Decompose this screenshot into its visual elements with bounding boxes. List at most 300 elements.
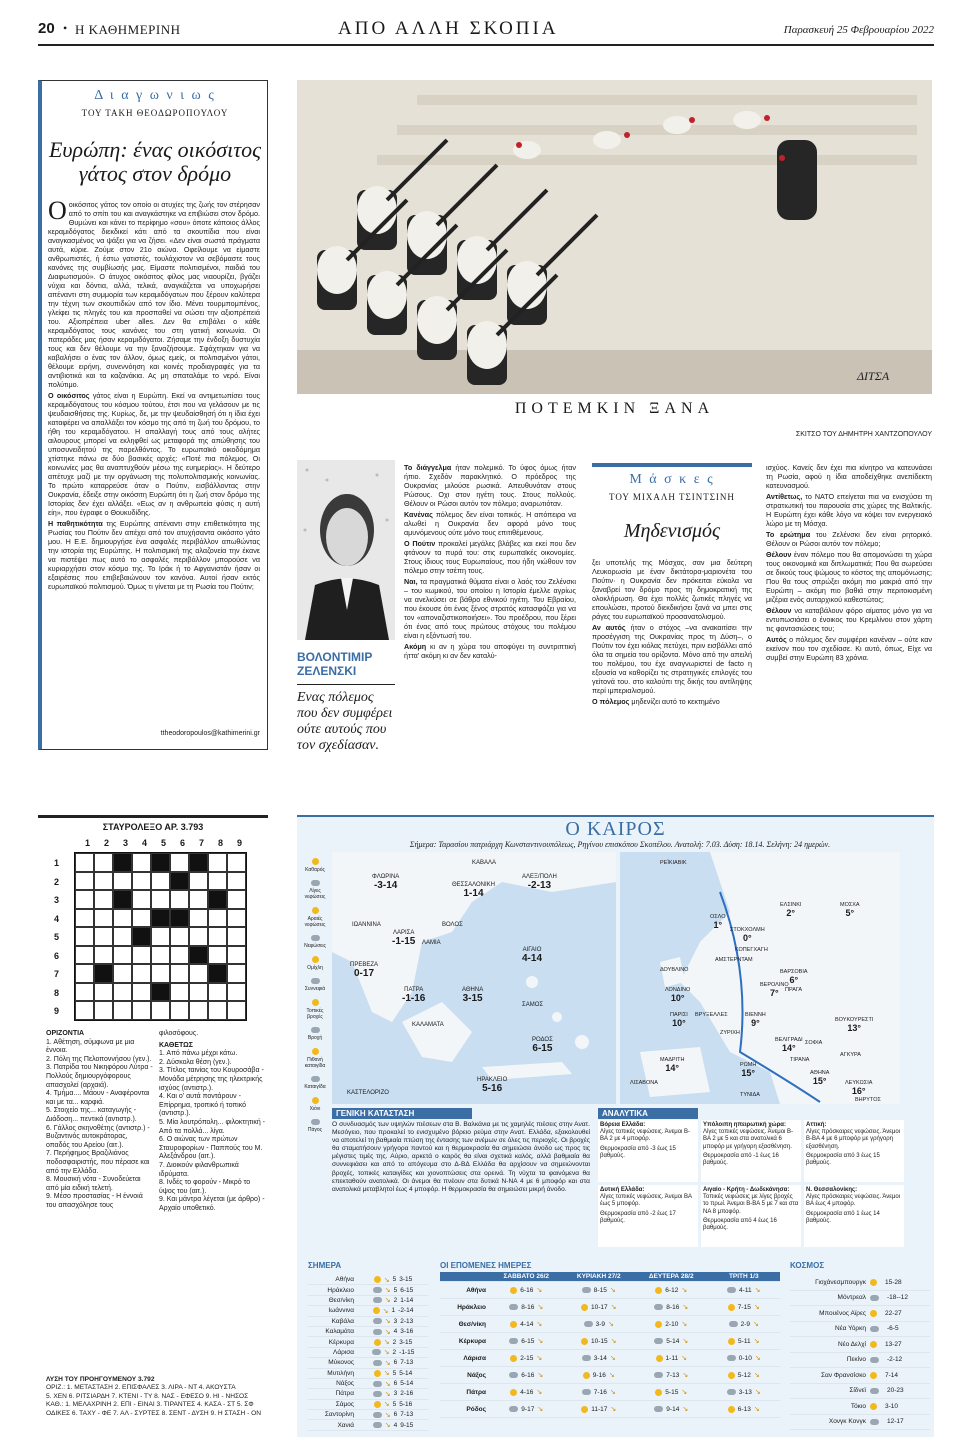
grid-cell[interactable] xyxy=(170,946,189,965)
grid-row-number: 9 xyxy=(54,1006,60,1016)
legend-item xyxy=(300,880,330,900)
greece-map[interactable] xyxy=(332,852,616,1104)
grid-cell[interactable] xyxy=(132,1001,151,1020)
grid-cell[interactable] xyxy=(189,964,208,983)
grid-cell[interactable] xyxy=(132,853,151,872)
wind-arrow-icon: ↘ xyxy=(537,1406,544,1414)
today-values xyxy=(358,1317,428,1325)
cartoon-signature: ΔΙΤΣΑ xyxy=(857,369,890,383)
wind-force: 3 xyxy=(393,1390,398,1398)
grid-cell[interactable] xyxy=(113,909,132,928)
header-rule xyxy=(38,44,934,46)
grid-cell[interactable] xyxy=(170,1001,189,1020)
today-temp: 5-14 xyxy=(399,1369,413,1377)
grid-row-number: 7 xyxy=(54,969,60,979)
weather-icon xyxy=(655,1321,662,1328)
map-city[interactable] xyxy=(730,927,765,943)
today-city: Σάμος xyxy=(335,1400,354,1408)
world-row xyxy=(790,1306,930,1322)
map-city-name: ΛΙΣΑΒΟΝΑ xyxy=(630,1080,658,1086)
grid-cell[interactable] xyxy=(189,872,208,891)
map-city[interactable] xyxy=(840,902,860,918)
crossword-grid[interactable] xyxy=(74,852,247,1021)
next-temp: 6-16 xyxy=(521,1371,535,1379)
grid-cell[interactable] xyxy=(151,946,170,965)
weather-icon xyxy=(870,1295,879,1301)
grid-cell[interactable] xyxy=(189,853,208,872)
grid-cell[interactable] xyxy=(227,890,246,909)
analytic-temp: Θερμοκρασία από -3 έως 15 βαθμούς. xyxy=(600,1145,676,1159)
wind-arrow-icon: ↘ xyxy=(754,1389,761,1397)
map-city-temp: 2° xyxy=(786,908,796,918)
map-city[interactable] xyxy=(810,1070,829,1086)
grid-cell[interactable] xyxy=(189,927,208,946)
weather-symbol-icon xyxy=(311,880,320,886)
paragraph: Το ερώτημα του Ζελένσκι δεν είναι ρητορικό. Θέλουν οι Ρώσοι αυτόν τον πόλεμο; xyxy=(766,530,933,548)
section-title: ΑΠΟ ΑΛΛΗ ΣΚΟΠΙΑ xyxy=(338,18,559,39)
day-label: ΚΥΡΙΑΚΗ 27/2 xyxy=(576,1273,621,1281)
grid-cell[interactable] xyxy=(227,1001,246,1020)
weather-icon xyxy=(728,1338,735,1345)
weather-icon xyxy=(728,1372,735,1379)
weather-icon xyxy=(373,1307,380,1314)
map-city-name: ΜΟΣΧΑ xyxy=(840,902,860,908)
map-city[interactable] xyxy=(452,882,495,899)
grid-cell[interactable] xyxy=(94,872,113,891)
next-temp: 4-14 xyxy=(520,1320,534,1328)
across-clue: 9. Μέσο προστασίας - Η έννοιά του απασχόλησε τους φιλοσόφους. xyxy=(46,1030,199,1209)
grid-cell[interactable] xyxy=(75,853,94,872)
grid-cell[interactable] xyxy=(170,872,189,891)
paragraph: Αν αυτός ήταν ο στόχος –να ανακαιτίσει την προσέγγιση της Ουκρανίας προς τη Δύση–, ο Πούτιν τον έχει κιόλας πετύχει, πριν εισβάλλει από όλα τα σημεία του ορίζοντα. Μόνο από την απειλή του πολέμου, του έχε αναγνωριστεί de facto η εξουσία να καθορίζει τις στρατηγικές επιλογές του γείτονά του. στο καλούπι της δικής του αντίληψης περί ιμπεριαλισμού. xyxy=(592,623,753,695)
world-city: Νέα Υόρκη xyxy=(835,1325,866,1333)
map-city[interactable] xyxy=(735,947,768,953)
grid-cell[interactable] xyxy=(113,872,132,891)
grid-cell[interactable] xyxy=(227,872,246,891)
grid-cell[interactable] xyxy=(151,983,170,1002)
page-number: 20 xyxy=(38,20,55,37)
weather-icon xyxy=(655,1287,662,1294)
wind-force: 2 xyxy=(392,1348,397,1356)
map-city[interactable] xyxy=(522,1002,543,1008)
grid-cell[interactable] xyxy=(170,964,189,983)
map-city[interactable] xyxy=(392,930,415,947)
weather-icon xyxy=(509,1304,518,1310)
grid-cell[interactable] xyxy=(113,927,132,946)
map-city[interactable] xyxy=(422,940,441,946)
map-city[interactable] xyxy=(522,947,542,964)
next-temp: 7-15 xyxy=(737,1303,751,1311)
analytic-block xyxy=(701,1120,801,1182)
grid-cell[interactable] xyxy=(170,927,189,946)
map-city[interactable] xyxy=(720,1030,740,1036)
map-city[interactable] xyxy=(412,1022,444,1028)
grid-cell[interactable] xyxy=(189,1001,208,1020)
map-city-temp: 6-15 xyxy=(532,1043,553,1054)
today-values xyxy=(358,1411,428,1419)
weather-symbol-icon xyxy=(311,1119,320,1125)
map-city[interactable] xyxy=(835,1017,873,1033)
wind-arrow-icon: ↘ xyxy=(537,1372,544,1380)
grid-cell[interactable] xyxy=(151,872,170,891)
map-city[interactable] xyxy=(352,922,381,928)
weather-icon xyxy=(373,1329,382,1335)
today-city: Ηράκλειο xyxy=(327,1286,354,1294)
map-city-name: ΚΟΠΕΓΧΑΓΗ xyxy=(735,947,768,953)
map-city-temp: 9° xyxy=(751,1018,760,1028)
legend-label: Πιθανή καταιγίδα xyxy=(304,1057,326,1069)
map-city[interactable] xyxy=(532,1037,553,1054)
weather-icon xyxy=(581,1304,588,1311)
grid-cell[interactable] xyxy=(75,890,94,909)
grid-cell[interactable] xyxy=(208,909,227,928)
grid-cell[interactable] xyxy=(208,946,227,965)
legend-item xyxy=(300,907,330,928)
grid-cell[interactable] xyxy=(189,946,208,965)
analytic-block xyxy=(598,1120,698,1182)
grid-cell[interactable] xyxy=(132,927,151,946)
weather-icon xyxy=(373,1287,382,1293)
map-city[interactable] xyxy=(472,860,496,866)
grid-cell[interactable] xyxy=(132,872,151,891)
grid-cell[interactable] xyxy=(94,927,113,946)
world-row xyxy=(790,1415,930,1431)
map-city[interactable] xyxy=(855,1097,881,1103)
grid-cell[interactable] xyxy=(208,872,227,891)
wind-arrow-icon: ↘ xyxy=(608,1321,614,1329)
next-value xyxy=(563,1320,636,1328)
paragraph: Ναι, τα πραγματικά θύματα είναι ο λαός του Ζελένσκι – του κωμικού, του οποίου η Ιστορία έμελλε αγρίως να ανελκύσει σε βάθρο εθνικού ηγέτη. Του Εβραίου, που έκουσε ότι ένας ξένος στρατός κατασφάζει για να τον «αποναζιστικοποιήσει». Του προέδρου, που ξέρει ότι ένας από τους πρώτους στόχους του πολέμου είναι η εξόντωσή του. xyxy=(404,577,577,640)
map-city[interactable] xyxy=(710,914,726,930)
today-city: Σαντορίνη xyxy=(324,1411,354,1419)
diagonios-body xyxy=(48,196,261,593)
wind-arrow-icon: ↘ xyxy=(609,1287,616,1295)
grid-cell[interactable] xyxy=(189,983,208,1002)
grid-cell[interactable] xyxy=(227,927,246,946)
grid-cell[interactable] xyxy=(151,964,170,983)
down-clues xyxy=(159,1050,266,1213)
wind-arrow-icon: ↘ xyxy=(610,1338,617,1346)
grid-cell[interactable] xyxy=(113,983,132,1002)
wind-arrow-icon: ↘ xyxy=(754,1355,761,1363)
analytic-block xyxy=(598,1185,698,1247)
grid-cell[interactable] xyxy=(189,909,208,928)
grid-col-number: 2 xyxy=(103,838,109,848)
down-clue: 1. Από πάνω μέχρι κάτω. xyxy=(159,1050,238,1058)
cartoon xyxy=(297,80,932,394)
map-city-name: ΠΡΑΓΑ xyxy=(785,987,803,993)
map-city[interactable] xyxy=(347,1090,389,1096)
next-value xyxy=(635,1388,708,1396)
analytic-block xyxy=(804,1120,904,1182)
next-city: Πάτρα xyxy=(466,1388,486,1396)
today-temp: 5-16 xyxy=(399,1400,413,1408)
grid-cell[interactable] xyxy=(132,983,151,1002)
wind-arrow-icon: ↘ xyxy=(753,1406,760,1414)
wind-arrow-icon: ↘ xyxy=(537,1304,544,1312)
weather-symbol-icon xyxy=(312,1048,319,1055)
next-temp: 2-9 xyxy=(740,1320,751,1328)
weather-icon xyxy=(584,1321,593,1327)
grid-cell[interactable] xyxy=(151,853,170,872)
weather-icon xyxy=(510,1321,517,1328)
bullet: • xyxy=(63,21,68,35)
analytic-block xyxy=(804,1185,904,1247)
map-city[interactable] xyxy=(402,987,425,1004)
map-city-name: ΒΟΛΟΣ xyxy=(442,922,463,928)
map-city[interactable] xyxy=(785,987,802,993)
next-value xyxy=(635,1337,708,1345)
map-city[interactable] xyxy=(350,962,378,979)
weather-icon xyxy=(870,1357,879,1363)
maskes-body xyxy=(592,558,752,708)
today-row xyxy=(308,1369,428,1379)
map-city[interactable] xyxy=(660,1057,684,1073)
map-city-temp: 7° xyxy=(770,988,779,998)
grid-cell[interactable] xyxy=(75,983,94,1002)
grid-cell[interactable] xyxy=(170,890,189,909)
map-city[interactable] xyxy=(442,922,463,928)
map-city[interactable] xyxy=(805,1040,822,1046)
grid-cell[interactable] xyxy=(208,927,227,946)
drop-cap: O xyxy=(48,196,67,225)
wind-arrow-icon: ↘ xyxy=(681,1389,688,1397)
across-clue: 4. Τμήμα.... Μάουν - Αναφέρονται και με τα... καρφιά. xyxy=(46,1090,150,1106)
next-value xyxy=(635,1320,708,1328)
world-city: Νέο Δελχί xyxy=(838,1340,866,1348)
world-temp: 20-23 xyxy=(887,1387,904,1395)
map-city[interactable] xyxy=(740,1062,756,1078)
map-city[interactable] xyxy=(745,1012,766,1028)
wind-arrow-icon: ↘ xyxy=(753,1338,760,1346)
paragraph: Ο οικόσιτος γάτος είναι η Ευρώπη. Εκεί να αντιμετωπίσει τους κεραμιδόγατους του κόσμου τούτου, έτσι που να γελάσουν με τις ψευδαισθήσεις της. Κυρίως, δε, με την ψευδαίσθησή ότι η ίδια έχει καταφέρει να απαλλάξει τον κόσμο της από τη ζωή του δρόμου, το ήθη του κεραμιδόγατου. Η απαλλαγή τους από τους αλήτες αιλουρους μπορεί να εκληφθεί ως μεταφορά της απώθησης του υποσυνειδητού της παρελθόντος. Το ευρωπαϊκό οικοδόμημα χτίστηκε πάνω σε δύο βασικές αρχές: «Ποτέ πια πόλεμος. Οι κοινωνίες μας θα αναπτυχθούν μέσω της ευημερίας». Η δεύτερο απέτυχε μαζί με την οργάνωση της πολυπολιτισμικής κοινωνίας. Το πρώτο καταρρεύσε όταν ο Πούτιν, εισβάλλοντας στην Ουκρανία, έδειξε στην οικόσιτη Ευρώπη ότι η ζωή στον δρόμο της Ιστορίας δεν έχει αλλάξει. «Εως αν η ανθρωπεία φύσις η αυτή είη», που έγραφε ο Θουκυδίδης. xyxy=(48,391,260,517)
map-city[interactable] xyxy=(790,1057,809,1063)
map-city[interactable] xyxy=(372,874,399,891)
map-city-name: ΠΑΡΙΣΙ xyxy=(670,1012,688,1018)
map-city[interactable] xyxy=(695,1012,728,1018)
grid-cell[interactable] xyxy=(227,909,246,928)
next-temp: 4-16 xyxy=(520,1388,534,1396)
map-city[interactable] xyxy=(665,987,690,1003)
crossword-col-numbers xyxy=(78,838,258,848)
grid-cell[interactable] xyxy=(75,872,94,891)
title-line-2: γάτος στον δρόμο xyxy=(78,161,232,186)
weather-icon xyxy=(727,1287,736,1293)
today-values xyxy=(358,1328,428,1336)
grid-row-number: 4 xyxy=(54,913,60,924)
grid-cell[interactable] xyxy=(170,909,189,928)
grid-cell[interactable] xyxy=(94,946,113,965)
grid-cell[interactable] xyxy=(132,964,151,983)
today-values xyxy=(358,1369,428,1377)
map-city-temp: 5-16 xyxy=(482,1083,503,1094)
world-city: Σίδνεϊ xyxy=(849,1387,866,1395)
analytic-heading: ΑΝΑΛΥΤΙΚΑ xyxy=(598,1108,698,1119)
today-city: Κέρκυρα xyxy=(328,1338,354,1346)
weather-icon xyxy=(374,1276,381,1283)
map-city[interactable] xyxy=(522,874,557,891)
grid-cell[interactable] xyxy=(227,853,246,872)
across-clue: 8. Μουσική νότα - Συνοδεύεται από μία ειδική τελετή. xyxy=(46,1176,141,1192)
analytic-region: Υπόλοιπη ηπειρωτική χώρα: xyxy=(703,1122,786,1128)
weather-icon xyxy=(728,1406,735,1413)
weather-icon xyxy=(374,1370,381,1377)
across-clue: 2. Πόλη της Πελοποννήσου (γεν.). xyxy=(46,1055,152,1063)
grid-cell[interactable] xyxy=(75,964,94,983)
next-temp: 3-14 xyxy=(593,1354,607,1362)
paragraph: Αντίθετως, το ΝΑΤΟ επείγεται πια να ενισχύσει τη στρατιωτική του παρουσία στις χώρες της Βαλτικής. Η Ευρώπη έχει κάθε λόγο να κόψει τον ενεργειακό λώρο με τη Μόσχα. xyxy=(766,492,932,528)
grid-cell[interactable] xyxy=(113,1001,132,1020)
grid-cell[interactable] xyxy=(208,1001,227,1020)
weather-icon xyxy=(655,1389,662,1396)
grid-cell[interactable] xyxy=(132,946,151,965)
grid-cell[interactable] xyxy=(170,853,189,872)
map-city[interactable] xyxy=(775,1037,803,1053)
map-city-name: ΑΛΕΞ/ΠΟΛΗ xyxy=(522,874,557,880)
map-city-name: ΒΕΛΙΓΡΑΔΙ xyxy=(775,1037,803,1043)
paragraph: Θέλουν να καταβάλουν φόρο αίματος μόνο για να εντυπωσιάσει ο ένοικος του Κρεμλίνου στον χάρτη τις φαντασιώσεις του; xyxy=(766,606,932,633)
map-city-name: ΛΑΡΙΣΑ xyxy=(392,930,415,936)
map-city-temp: 5° xyxy=(845,908,855,918)
grid-cell[interactable] xyxy=(227,946,246,965)
next-row xyxy=(440,1333,780,1350)
grid-cell[interactable] xyxy=(189,890,208,909)
map-city[interactable] xyxy=(670,1012,688,1028)
today-temp: 3-15 xyxy=(399,1276,413,1284)
grid-cell[interactable] xyxy=(94,890,113,909)
grid-cell[interactable] xyxy=(151,890,170,909)
weather-symbol-icon xyxy=(311,1027,320,1033)
grid-row-number: 8 xyxy=(54,987,60,998)
down-clue: 2. Δύσκολα θέση (γεν.). xyxy=(159,1058,232,1066)
grid-cell[interactable] xyxy=(75,1001,94,1020)
map-city[interactable] xyxy=(740,1092,760,1098)
wind-arrow-icon: ↘ xyxy=(384,1287,391,1295)
grid-cell[interactable] xyxy=(113,890,132,909)
wind-force: 5 xyxy=(392,1369,397,1377)
grid-col-number: 6 xyxy=(179,838,185,848)
legend-item xyxy=(300,1027,330,1041)
map-city[interactable] xyxy=(477,1077,507,1094)
grid-cell[interactable] xyxy=(113,853,132,872)
today-row xyxy=(308,1317,428,1327)
grid-cell[interactable] xyxy=(94,964,113,983)
day-label: ΣΑΒΒΑΤΟ 26/2 xyxy=(503,1273,549,1281)
grid-cell[interactable] xyxy=(208,853,227,872)
grid-cell[interactable] xyxy=(151,927,170,946)
wind-arrow-icon: ↘ xyxy=(384,1422,391,1430)
grid-cell[interactable] xyxy=(208,964,227,983)
grid-cell[interactable] xyxy=(75,909,94,928)
map-city-name: ΚΑΒΑΛΑ xyxy=(472,860,497,866)
legend-label: Πάγος xyxy=(307,1127,323,1133)
map-city[interactable] xyxy=(715,957,753,963)
map-city[interactable] xyxy=(462,987,483,1004)
grid-cell[interactable] xyxy=(75,927,94,946)
grid-cell[interactable] xyxy=(170,983,189,1002)
weather-symbol-icon xyxy=(312,956,319,963)
next-value xyxy=(708,1303,781,1311)
today-row xyxy=(308,1348,428,1358)
today-city: Χανιά xyxy=(337,1421,354,1429)
grid-cell[interactable] xyxy=(94,909,113,928)
map-city-name: ΒΗΡΥΤΟΣ xyxy=(855,1097,881,1103)
grid-cell[interactable] xyxy=(94,983,113,1002)
grid-cell[interactable] xyxy=(132,890,151,909)
today-row xyxy=(308,1296,428,1306)
grid-col-number: 4 xyxy=(141,838,147,848)
next-value xyxy=(563,1388,636,1396)
map-city[interactable] xyxy=(780,902,801,918)
grid-cell[interactable] xyxy=(227,964,246,983)
analytic-temp: Θερμοκρασία από 1 έως 14 βαθμούς. xyxy=(806,1210,880,1224)
next-city: Ηράκλειο xyxy=(457,1303,486,1311)
paragraph: Ακόμη κι αν η χώρα του αποφύγει τη συντριπτική ήττα' ακόμη κι αν δεν καταλύ- xyxy=(404,642,577,660)
today-city: Μύκονος xyxy=(328,1359,354,1367)
next-city: Νάξος xyxy=(467,1371,486,1379)
paragraph: ξει υποτελής της Μόσχας, σαν μια δεύτερη Λευκορωσία με έναν δικτάτορα-μαριονέτα του Πούτιν· η Ουκρανία δεν πρόκειται εύκολα να ξαναβρεί τον δρόμο προς τη δημοκρατική της ολοκλήρωση. Θα έχει πολλές ζωτικές πληγές να επουλώσει, προτού διεκδικήσει ξανά να μπει στις ράγες του ευρωπαϊκού προσανατολισμού. xyxy=(592,558,752,621)
map-city-temp: 10° xyxy=(670,993,685,1003)
analytic-block xyxy=(701,1185,801,1247)
grid-cell[interactable] xyxy=(208,890,227,909)
map-city-temp: 15° xyxy=(741,1068,755,1078)
next-value xyxy=(563,1405,636,1413)
grid-cell[interactable] xyxy=(94,853,113,872)
weather-symbol-icon xyxy=(311,935,320,941)
grid-cell[interactable] xyxy=(75,946,94,965)
weather-legend xyxy=(300,858,330,1140)
world-city: Χονγκ Κονγκ xyxy=(828,1418,866,1426)
map-city[interactable] xyxy=(630,1080,658,1086)
today-row xyxy=(308,1358,428,1368)
weather-icon xyxy=(870,1326,879,1332)
weather-icon xyxy=(372,1349,381,1355)
map-city[interactable] xyxy=(845,1080,872,1096)
grid-cell[interactable] xyxy=(94,1001,113,1020)
grid-cell[interactable] xyxy=(208,983,227,1002)
grid-cell[interactable] xyxy=(227,983,246,1002)
next-value xyxy=(490,1371,563,1379)
europe-map[interactable] xyxy=(620,852,900,1104)
map-city-name: ΒΡΥΞΕΛΛΕΣ xyxy=(695,1012,728,1018)
grid-cell[interactable] xyxy=(113,946,132,965)
weather-icon xyxy=(654,1406,663,1412)
today-temp: -2-14 xyxy=(398,1307,414,1315)
map-city-name: ΗΡΑΚΛΕΙΟ xyxy=(477,1077,508,1083)
grid-col-number: 8 xyxy=(217,838,223,848)
map-city-name: ΚΑΛΑΜΑΤΑ xyxy=(412,1022,444,1028)
grid-cell[interactable] xyxy=(132,909,151,928)
map-city-name: ΙΩΑΝΝΙΝΑ xyxy=(352,922,381,928)
weather-icon xyxy=(582,1389,591,1395)
next-value xyxy=(490,1337,563,1345)
map-city[interactable] xyxy=(840,1052,861,1058)
grid-cell[interactable] xyxy=(151,1001,170,1020)
next-temp: 6-16 xyxy=(520,1286,534,1294)
grid-cell[interactable] xyxy=(113,964,132,983)
legend-item xyxy=(300,956,330,971)
paragraph: Αυτός ο πόλεμος δεν συμφέρει κανέναν – ούτε καν εκείνον που τον σχεδίασε. Κι αυτό, όπως, Είχε να συμβεί στην Ευρώπη 83 χρόνια. xyxy=(766,635,932,662)
map-city[interactable] xyxy=(660,967,688,973)
wind-force: 5 xyxy=(393,1286,398,1294)
map-city[interactable] xyxy=(660,860,687,866)
legend-label: Νεφώσεις xyxy=(304,943,326,949)
world-row xyxy=(790,1291,930,1307)
weather-icon xyxy=(374,1401,381,1408)
wind-force: 2 xyxy=(393,1296,398,1304)
next-row xyxy=(440,1282,780,1299)
grid-cell[interactable] xyxy=(151,909,170,928)
